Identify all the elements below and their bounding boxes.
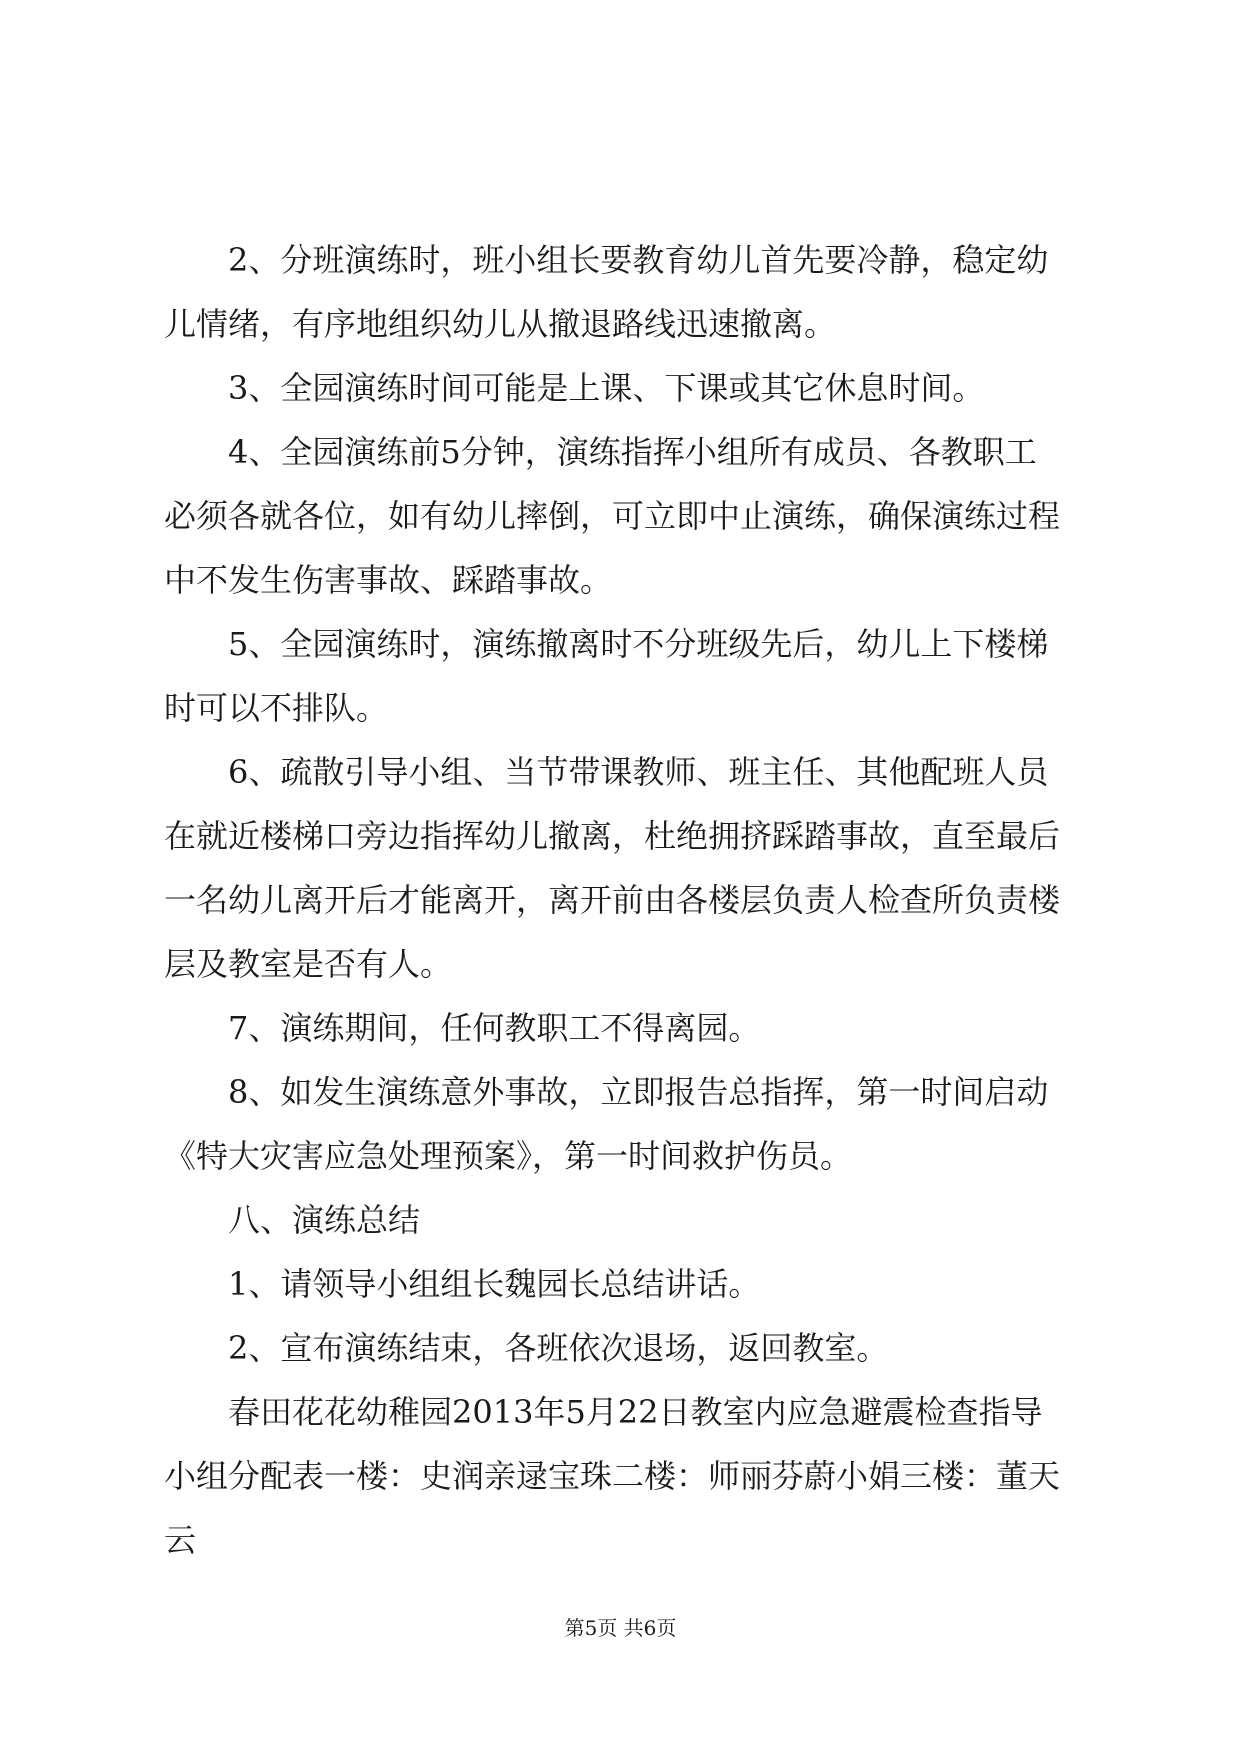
paragraph-line: 一名幼儿离开后才能离开，离开前由各楼层负责人检查所负责楼 (164, 881, 1061, 919)
paragraph-line: 春田花花幼稚园2013年5月22日教室内应急避震检查指导 (228, 1393, 1043, 1431)
paragraph-line: 在就近楼梯口旁边指挥幼儿撤离，杜绝拥挤踩踏事故，直至最后 (164, 817, 1061, 855)
paragraph-line: 5、全园演练时，演练撤离时不分班级先后，幼儿上下楼梯 (228, 625, 1049, 663)
paragraph-line: 必须各就各位，如有幼儿摔倒，可立即中止演练，确保演练过程 (164, 497, 1061, 535)
document-body (164, 228, 1084, 1572)
paragraph-line: 层及教室是否有人。 (164, 945, 453, 983)
paragraph-line: 小组分配表一楼：史润亲逯宝珠二楼：师丽芬蔚小娟三楼：董天 (164, 1457, 1061, 1495)
section-heading: 八、演练总结 (228, 1201, 421, 1239)
paragraph-line: 2、宣布演练结束，各班依次退场，返回教室。 (228, 1329, 889, 1367)
paragraph-line: 儿情绪，有序地组织幼儿从撤退路线迅速撤离。 (164, 305, 837, 343)
paragraph-line: 3、全园演练时间可能是上课、下课或其它休息时间。 (228, 369, 985, 407)
paragraph-line: 6、疏散引导小组、当节带课教师、班主任、其他配班人员 (228, 753, 1049, 791)
paragraph-line: 《特大灾害应急处理预案》，第一时间救护伤员。 (164, 1137, 853, 1175)
paragraph-line: 时可以不排队。 (164, 689, 389, 727)
page-footer (0, 1612, 1241, 1641)
paragraph-line: 7、演练期间，任何教职工不得离园。 (228, 1009, 761, 1047)
paragraph-line: 8、如发生演练意外事故，立即报告总指挥，第一时间启动 (228, 1073, 1049, 1111)
paragraph-line: 2、分班演练时，班小组长要教育幼儿首先要冷静，稳定幼 (228, 241, 1049, 279)
page-number: 第5页 共6页 (564, 1616, 677, 1640)
paragraph-line: 中不发生伤害事故、踩踏事故。 (164, 561, 613, 599)
paragraph-line: 4、全园演练前5分钟，演练指挥小组所有成员、各教职工 (228, 433, 1037, 471)
paragraph-line: 云 (164, 1521, 197, 1559)
paragraph-line: 1、请领导小组组长魏园长总结讲话。 (228, 1265, 761, 1303)
